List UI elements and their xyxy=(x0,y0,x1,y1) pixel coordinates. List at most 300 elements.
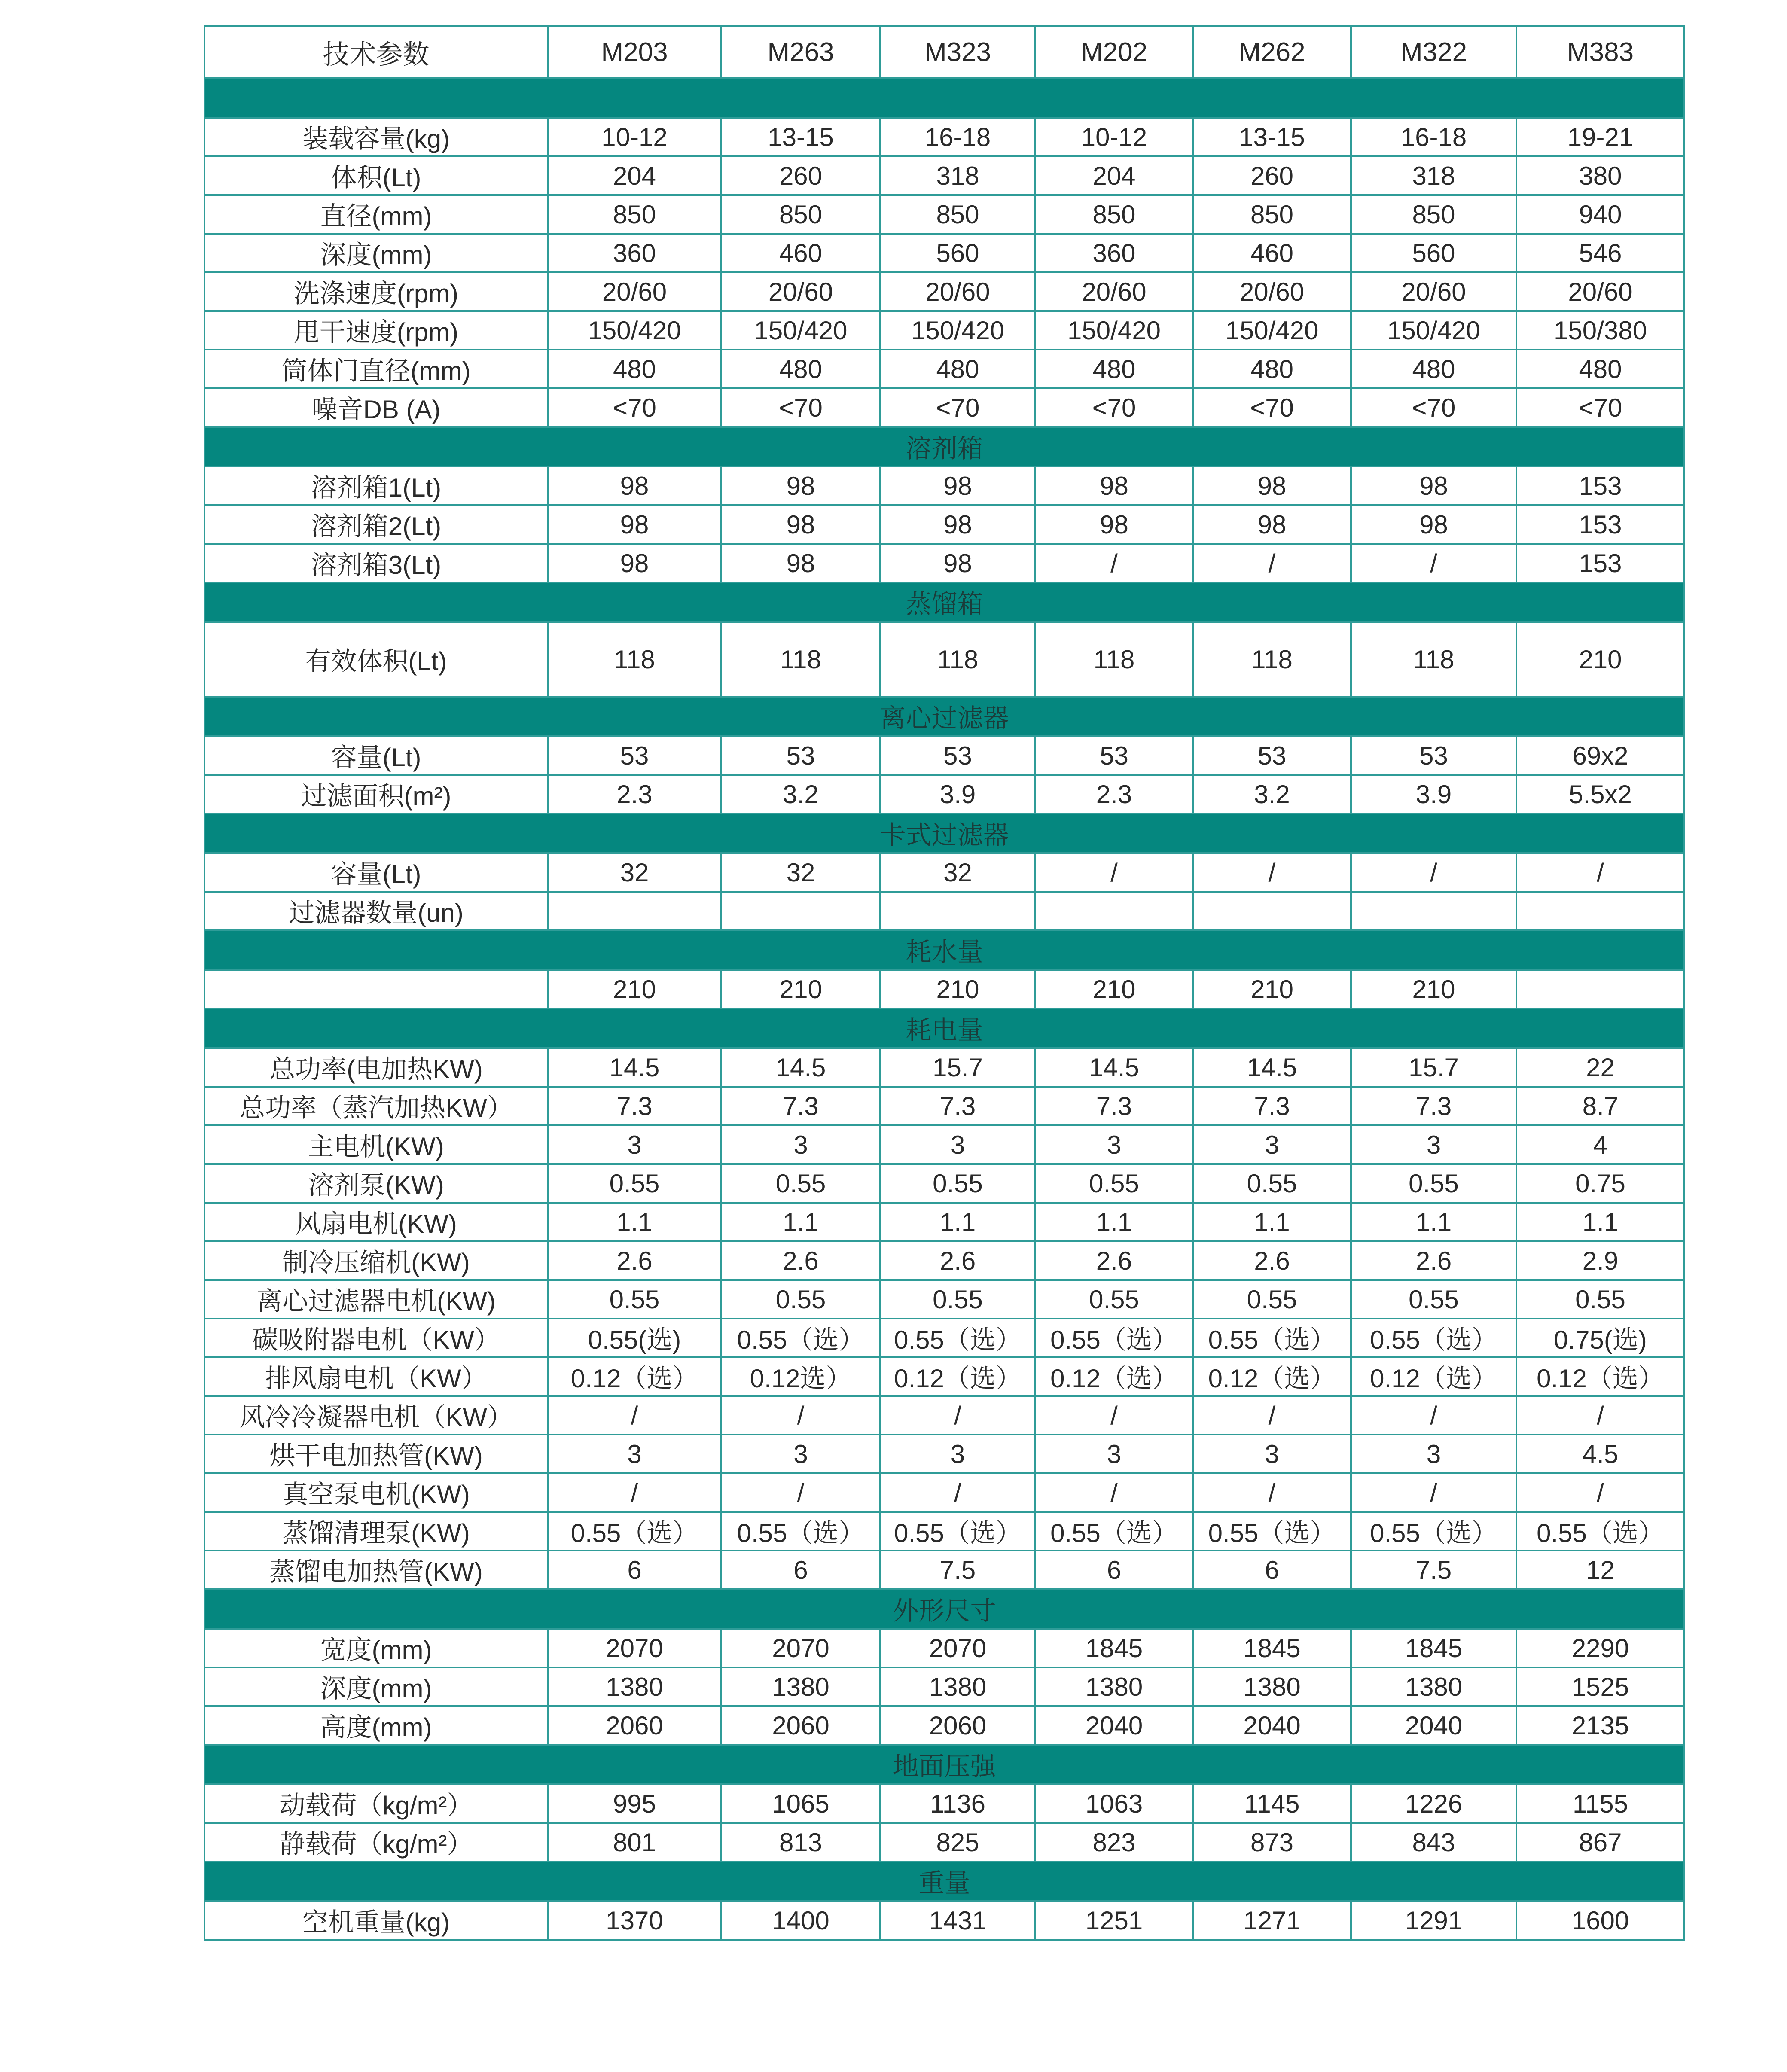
cell-value: 150/420 xyxy=(1035,311,1193,350)
cell-value: 210 xyxy=(1035,970,1193,1009)
table-row xyxy=(204,1396,1684,1435)
table-row xyxy=(204,1319,1684,1357)
cell-value: 153 xyxy=(1516,466,1684,505)
cell-value: 20/60 xyxy=(1351,272,1516,311)
cell-value: 0.12（选） xyxy=(880,1357,1035,1396)
table-row xyxy=(204,272,1684,311)
cell-value: 3 xyxy=(721,1125,880,1164)
cell-value: 1065 xyxy=(721,1784,880,1823)
cell-value: 210 xyxy=(1516,622,1684,697)
cell-value: 0.55 xyxy=(1193,1280,1351,1319)
cell-value: 1063 xyxy=(1035,1784,1193,1823)
cell-value: 15.7 xyxy=(1351,1048,1516,1087)
section-title: 卡式过滤器 xyxy=(880,821,1009,850)
row-label: 甩干速度(rpm) xyxy=(204,311,548,350)
cell-value: 3.9 xyxy=(880,775,1035,814)
cell-value: 98 xyxy=(548,466,721,505)
cell-value: 260 xyxy=(721,156,880,195)
cell-value: 0.55（选） xyxy=(880,1319,1035,1357)
section-title: 耗电量 xyxy=(906,1016,983,1045)
cell-value: 6 xyxy=(1193,1551,1351,1589)
row-label: 空机重量(kg) xyxy=(204,1901,548,1940)
row-label: 洗涤速度(rpm) xyxy=(204,272,548,311)
table-row xyxy=(204,1667,1684,1706)
cell-value: 7.5 xyxy=(1351,1551,1516,1589)
cell-value: 1380 xyxy=(1035,1667,1193,1706)
cell-value: 0.55（选） xyxy=(548,1512,721,1551)
cell-value: 813 xyxy=(721,1823,880,1862)
cell-value: 0.55（选） xyxy=(1351,1319,1516,1357)
cell-value: 260 xyxy=(1193,156,1351,195)
cell-value: 53 xyxy=(1035,736,1193,775)
section-header-row xyxy=(204,1589,1684,1629)
cell-value: 2135 xyxy=(1516,1706,1684,1745)
cell-value: 98 xyxy=(721,505,880,544)
cell-value: 150/420 xyxy=(548,311,721,350)
cell-value: 7.3 xyxy=(1193,1087,1351,1125)
cell-value: 0.55（选） xyxy=(1193,1319,1351,1357)
cell-value: 3 xyxy=(548,1125,721,1164)
cell-value: 3 xyxy=(1193,1125,1351,1164)
table-row xyxy=(204,1512,1684,1551)
cell-value: 3 xyxy=(880,1125,1035,1164)
cell-value: 12 xyxy=(1516,1551,1684,1589)
cell-value: 801 xyxy=(548,1823,721,1862)
cell-value: 3 xyxy=(1351,1125,1516,1164)
cell-value: 204 xyxy=(1035,156,1193,195)
cell-value: <70 xyxy=(1035,388,1193,427)
cell-value: 2290 xyxy=(1516,1629,1684,1667)
cell-value: / xyxy=(1516,1473,1684,1512)
table-row xyxy=(204,1784,1684,1823)
cell-value: 380 xyxy=(1516,156,1684,195)
section-header-row xyxy=(204,697,1684,736)
cell-value: 118 xyxy=(548,622,721,697)
table-row xyxy=(204,234,1684,272)
section-header-row xyxy=(204,78,1684,118)
cell-value: 98 xyxy=(548,544,721,582)
cell-value: 14.5 xyxy=(1193,1048,1351,1087)
cell-value: 7.3 xyxy=(1351,1087,1516,1125)
cell-value: 4 xyxy=(1516,1125,1684,1164)
cell-value: 150/380 xyxy=(1516,311,1684,350)
cell-value: 1271 xyxy=(1193,1901,1351,1940)
model-header: M202 xyxy=(1035,26,1193,78)
cell-value: 1380 xyxy=(880,1667,1035,1706)
cell-value: / xyxy=(1035,853,1193,892)
cell-value: 2060 xyxy=(880,1706,1035,1745)
cell-value: 3 xyxy=(721,1435,880,1473)
row-label: 噪音DB (A) xyxy=(204,388,548,427)
section-band xyxy=(204,78,1684,118)
cell-value: 360 xyxy=(548,234,721,272)
cell-value: 360 xyxy=(1035,234,1193,272)
cell-value: / xyxy=(548,1396,721,1435)
cell-value: 825 xyxy=(880,1823,1035,1862)
cell-value: 150/420 xyxy=(1193,311,1351,350)
cell-value: 480 xyxy=(548,350,721,388)
cell-value: 0.55（选） xyxy=(1193,1512,1351,1551)
cell-value: 53 xyxy=(1193,736,1351,775)
cell-value: 1.1 xyxy=(880,1203,1035,1241)
cell-value: 14.5 xyxy=(548,1048,721,1087)
row-label: 装载容量(kg) xyxy=(204,118,548,156)
cell-value: 153 xyxy=(1516,505,1684,544)
row-label: 筒体门直径(mm) xyxy=(204,350,548,388)
cell-value: 823 xyxy=(1035,1823,1193,1862)
spec-body xyxy=(204,78,1684,1940)
row-label: 离心过滤器电机(KW) xyxy=(204,1280,548,1319)
cell-value: 0.55（选） xyxy=(721,1319,880,1357)
cell-value: <70 xyxy=(880,388,1035,427)
cell-value: 0.55(选) xyxy=(548,1319,721,1357)
cell-value xyxy=(721,892,880,930)
cell-value: 0.55 xyxy=(548,1280,721,1319)
section-header-row xyxy=(204,930,1684,970)
cell-value: 3.2 xyxy=(1193,775,1351,814)
cell-value: 204 xyxy=(548,156,721,195)
row-label: 动载荷（kg/m²） xyxy=(204,1784,548,1823)
cell-value: / xyxy=(1193,1473,1351,1512)
section-band xyxy=(204,427,1684,466)
row-label: 容量(Lt) xyxy=(204,853,548,892)
cell-value: 150/420 xyxy=(1351,311,1516,350)
cell-value: 53 xyxy=(880,736,1035,775)
cell-value: 14.5 xyxy=(721,1048,880,1087)
cell-value: 480 xyxy=(1193,350,1351,388)
section-header-row xyxy=(204,1009,1684,1048)
section-band xyxy=(204,1862,1684,1901)
cell-value: 3 xyxy=(548,1435,721,1473)
row-label: 溶剂泵(KW) xyxy=(204,1164,548,1203)
cell-value: 850 xyxy=(880,195,1035,234)
cell-value: 3 xyxy=(1035,1125,1193,1164)
cell-value: 210 xyxy=(1193,970,1351,1009)
row-label: 容量(Lt) xyxy=(204,736,548,775)
cell-value xyxy=(1516,892,1684,930)
cell-value xyxy=(1516,970,1684,1009)
cell-value: 843 xyxy=(1351,1823,1516,1862)
cell-value: 7.3 xyxy=(1035,1087,1193,1125)
cell-value: 850 xyxy=(548,195,721,234)
table-row xyxy=(204,544,1684,582)
cell-value: 210 xyxy=(721,970,880,1009)
table-row xyxy=(204,350,1684,388)
cell-value: 995 xyxy=(548,1784,721,1823)
spec-table xyxy=(204,25,1685,1941)
table-row xyxy=(204,853,1684,892)
cell-value: 7.3 xyxy=(721,1087,880,1125)
cell-value: 2040 xyxy=(1193,1706,1351,1745)
row-label: 制冷压缩机(KW) xyxy=(204,1241,548,1280)
cell-value: 0.12（选） xyxy=(1035,1357,1193,1396)
section-header-row xyxy=(204,1862,1684,1901)
cell-value: 850 xyxy=(1351,195,1516,234)
cell-value: 1370 xyxy=(548,1901,721,1940)
cell-value: 20/60 xyxy=(721,272,880,311)
cell-value: 2070 xyxy=(880,1629,1035,1667)
cell-value: 13-15 xyxy=(721,118,880,156)
cell-value: / xyxy=(721,1473,880,1512)
row-label: 碳吸附器电机（KW） xyxy=(204,1319,548,1357)
model-header: M323 xyxy=(880,26,1035,78)
row-label: 真空泵电机(KW) xyxy=(204,1473,548,1512)
table-row xyxy=(204,1164,1684,1203)
cell-value: 0.55 xyxy=(1351,1280,1516,1319)
cell-value xyxy=(1193,892,1351,930)
cell-value: 1380 xyxy=(1351,1667,1516,1706)
model-header: M383 xyxy=(1516,26,1684,78)
cell-value: 6 xyxy=(548,1551,721,1589)
header-row xyxy=(204,26,1684,78)
cell-value: 460 xyxy=(721,234,880,272)
cell-value: 0.55（选） xyxy=(1035,1319,1193,1357)
cell-value: 1.1 xyxy=(548,1203,721,1241)
cell-value: 6 xyxy=(1035,1551,1193,1589)
cell-value: 19-21 xyxy=(1516,118,1684,156)
cell-value: 1380 xyxy=(721,1667,880,1706)
cell-value: / xyxy=(1035,1473,1193,1512)
cell-value: 1380 xyxy=(548,1667,721,1706)
table-row xyxy=(204,1823,1684,1862)
table-row xyxy=(204,156,1684,195)
cell-value: 1136 xyxy=(880,1784,1035,1823)
cell-value: / xyxy=(1351,1396,1516,1435)
row-label: 有效体积(Lt) xyxy=(204,622,548,697)
section-band xyxy=(204,1745,1684,1784)
cell-value: 118 xyxy=(1193,622,1351,697)
cell-value: / xyxy=(880,1396,1035,1435)
cell-value: 2060 xyxy=(721,1706,880,1745)
row-label: 体积(Lt) xyxy=(204,156,548,195)
cell-value: 1400 xyxy=(721,1901,880,1940)
table-row xyxy=(204,1551,1684,1589)
cell-value: 53 xyxy=(721,736,880,775)
cell-value: 0.12（选） xyxy=(1516,1357,1684,1396)
cell-value: 0.12选） xyxy=(721,1357,880,1396)
cell-value: 2040 xyxy=(1351,1706,1516,1745)
cell-value: / xyxy=(1351,853,1516,892)
row-label: 溶剂箱2(Lt) xyxy=(204,505,548,544)
cell-value: 6 xyxy=(721,1551,880,1589)
cell-value: 98 xyxy=(721,466,880,505)
cell-value xyxy=(1035,892,1193,930)
cell-value: 0.55 xyxy=(1351,1164,1516,1203)
row-label: 排风扇电机（KW） xyxy=(204,1357,548,1396)
cell-value: 2.6 xyxy=(1193,1241,1351,1280)
section-title: 外形尺寸 xyxy=(893,1597,996,1625)
row-label: 溶剂箱3(Lt) xyxy=(204,544,548,582)
cell-value: 2.6 xyxy=(1351,1241,1516,1280)
row-label: 宽度(mm) xyxy=(204,1629,548,1667)
cell-value: 153 xyxy=(1516,544,1684,582)
cell-value: 10-12 xyxy=(548,118,721,156)
section-band xyxy=(204,1589,1684,1629)
cell-value: 0.12（选） xyxy=(1351,1357,1516,1396)
section-header-row xyxy=(204,427,1684,466)
cell-value: 850 xyxy=(1193,195,1351,234)
cell-value: / xyxy=(1516,1396,1684,1435)
cell-value: / xyxy=(1516,853,1684,892)
cell-value: 0.75 xyxy=(1516,1164,1684,1203)
cell-value: 150/420 xyxy=(880,311,1035,350)
cell-value: 873 xyxy=(1193,1823,1351,1862)
cell-value: <70 xyxy=(1193,388,1351,427)
cell-value: 0.55 xyxy=(880,1280,1035,1319)
cell-value: 2.6 xyxy=(721,1241,880,1280)
cell-value: 2.6 xyxy=(548,1241,721,1280)
cell-value: 14.5 xyxy=(1035,1048,1193,1087)
cell-value: / xyxy=(1193,544,1351,582)
cell-value: 546 xyxy=(1516,234,1684,272)
row-label: 总功率(电加热KW) xyxy=(204,1048,548,1087)
cell-value: 7.3 xyxy=(548,1087,721,1125)
cell-value: 210 xyxy=(880,970,1035,1009)
table-row xyxy=(204,1473,1684,1512)
cell-value: <70 xyxy=(721,388,880,427)
cell-value: 10-12 xyxy=(1035,118,1193,156)
cell-value: 210 xyxy=(548,970,721,1009)
cell-value: 20/60 xyxy=(1193,272,1351,311)
cell-value: 98 xyxy=(1351,505,1516,544)
cell-value: 98 xyxy=(880,544,1035,582)
table-row xyxy=(204,1280,1684,1319)
cell-value: 20/60 xyxy=(1035,272,1193,311)
cell-value: 1145 xyxy=(1193,1784,1351,1823)
cell-value: 0.55 xyxy=(1193,1164,1351,1203)
row-label: 蒸馏电加热管(KW) xyxy=(204,1551,548,1589)
model-header: M203 xyxy=(548,26,721,78)
cell-value: 98 xyxy=(548,505,721,544)
row-label: 蒸馏清理泵(KW) xyxy=(204,1512,548,1551)
cell-value: 1.1 xyxy=(721,1203,880,1241)
cell-value: / xyxy=(548,1473,721,1512)
cell-value: / xyxy=(1193,853,1351,892)
table-row xyxy=(204,1203,1684,1241)
cell-value: 1845 xyxy=(1035,1629,1193,1667)
cell-value: 2040 xyxy=(1035,1706,1193,1745)
cell-value: 3 xyxy=(1351,1435,1516,1473)
table-row xyxy=(204,1435,1684,1473)
cell-value xyxy=(1351,892,1516,930)
cell-value: 22 xyxy=(1516,1048,1684,1087)
cell-value: 0.55 xyxy=(1035,1164,1193,1203)
cell-value: 32 xyxy=(721,853,880,892)
cell-value: 0.55 xyxy=(880,1164,1035,1203)
cell-value: 3 xyxy=(880,1435,1035,1473)
cell-value: 98 xyxy=(1035,505,1193,544)
cell-value: 4.5 xyxy=(1516,1435,1684,1473)
section-band xyxy=(204,1009,1684,1048)
cell-value: 2.3 xyxy=(548,775,721,814)
cell-value: 0.55（选） xyxy=(721,1512,880,1551)
cell-value: 8.7 xyxy=(1516,1087,1684,1125)
table-row xyxy=(204,1629,1684,1667)
cell-value: 3 xyxy=(1193,1435,1351,1473)
cell-value: 3 xyxy=(1035,1435,1193,1473)
model-header: M263 xyxy=(721,26,880,78)
cell-value: 0.55（选） xyxy=(880,1512,1035,1551)
section-title: 离心过滤器 xyxy=(880,704,1009,733)
row-label: 风冷冷凝器电机（KW） xyxy=(204,1396,548,1435)
cell-value: 0.55 xyxy=(1035,1280,1193,1319)
cell-value: 867 xyxy=(1516,1823,1684,1862)
cell-value: 480 xyxy=(1351,350,1516,388)
table-row xyxy=(204,622,1684,697)
section-band xyxy=(204,930,1684,970)
row-label: 溶剂箱1(Lt) xyxy=(204,466,548,505)
cell-value: 850 xyxy=(721,195,880,234)
row-label xyxy=(204,970,548,1009)
cell-value: 1380 xyxy=(1193,1667,1351,1706)
cell-value: 1525 xyxy=(1516,1667,1684,1706)
cell-value: 98 xyxy=(1193,466,1351,505)
cell-value: 118 xyxy=(880,622,1035,697)
section-title: 耗水量 xyxy=(906,938,983,966)
cell-value xyxy=(880,892,1035,930)
section-header-row xyxy=(204,582,1684,622)
cell-value: 1226 xyxy=(1351,1784,1516,1823)
section-title: 地面压强 xyxy=(893,1752,996,1781)
cell-value: 3.2 xyxy=(721,775,880,814)
cell-value: 150/420 xyxy=(721,311,880,350)
cell-value: 53 xyxy=(1351,736,1516,775)
section-header-row xyxy=(204,814,1684,853)
cell-value: 16-18 xyxy=(880,118,1035,156)
cell-value: 20/60 xyxy=(548,272,721,311)
cell-value: / xyxy=(880,1473,1035,1512)
cell-value: 53 xyxy=(548,736,721,775)
cell-value: / xyxy=(1193,1396,1351,1435)
cell-value: 0.55（选） xyxy=(1351,1512,1516,1551)
cell-value: 1600 xyxy=(1516,1901,1684,1940)
cell-value: 460 xyxy=(1193,234,1351,272)
model-header: M262 xyxy=(1193,26,1351,78)
table-row xyxy=(204,1048,1684,1087)
cell-value: 69x2 xyxy=(1516,736,1684,775)
cell-value: 3.9 xyxy=(1351,775,1516,814)
cell-value: 98 xyxy=(1351,466,1516,505)
cell-value: 32 xyxy=(548,853,721,892)
cell-value: 1155 xyxy=(1516,1784,1684,1823)
cell-value: / xyxy=(1035,1396,1193,1435)
header-label: 技术参数 xyxy=(204,26,548,78)
section-title: 重量 xyxy=(918,1869,970,1898)
cell-value: 118 xyxy=(1351,622,1516,697)
table-row xyxy=(204,311,1684,350)
cell-value: / xyxy=(721,1396,880,1435)
table-row xyxy=(204,1357,1684,1396)
cell-value: 1.1 xyxy=(1193,1203,1351,1241)
section-band xyxy=(204,582,1684,622)
cell-value: 13-15 xyxy=(1193,118,1351,156)
cell-value: 7.3 xyxy=(880,1087,1035,1125)
cell-value: 0.55 xyxy=(548,1164,721,1203)
cell-value: 16-18 xyxy=(1351,118,1516,156)
row-label: 烘干电加热管(KW) xyxy=(204,1435,548,1473)
table-row xyxy=(204,892,1684,930)
table-row xyxy=(204,1241,1684,1280)
section-header-row xyxy=(204,1745,1684,1784)
section-title: 溶剂箱 xyxy=(906,434,983,463)
cell-value: 210 xyxy=(1351,970,1516,1009)
cell-value: 1291 xyxy=(1351,1901,1516,1940)
cell-value: 0.55（选） xyxy=(1516,1512,1684,1551)
cell-value: 2.6 xyxy=(880,1241,1035,1280)
cell-value: 118 xyxy=(721,622,880,697)
cell-value: 0.12（选） xyxy=(548,1357,721,1396)
cell-value: 480 xyxy=(721,350,880,388)
